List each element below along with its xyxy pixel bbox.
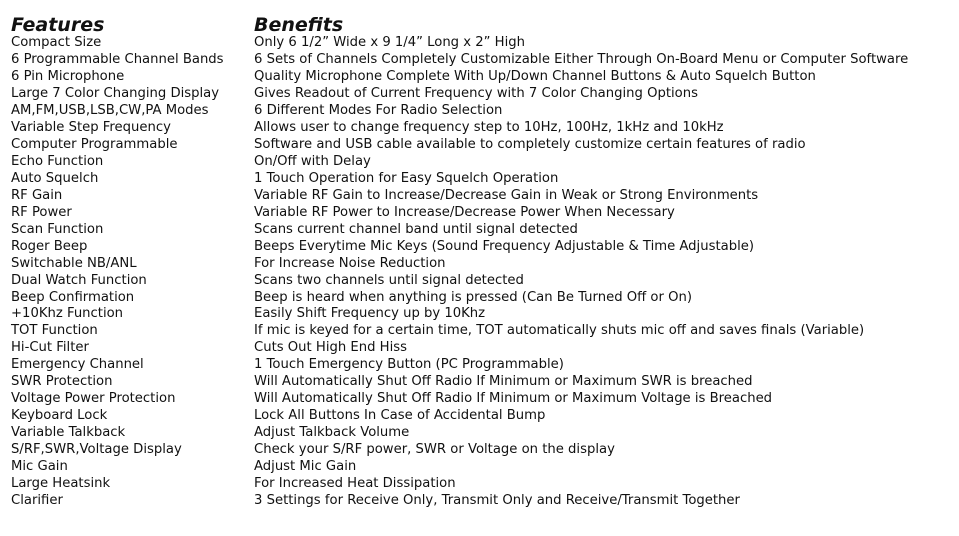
table-row [11,171,959,188]
benefit-cell: Quality Microphone Complete With Up/Down Channel Buttons & Auto Squelch Button [254,69,816,85]
table-row [11,69,959,86]
table-row [11,238,959,255]
benefit-cell: Cuts Out High End Hiss [254,340,407,356]
benefit-cell: Only 6 1/2” Wide x 9 1/4” Long x 2” High [254,35,525,51]
feature-cell: Echo Function [11,154,104,170]
feature-cell: Emergency Channel [11,357,144,373]
feature-cell: Clarifier [11,492,63,508]
table-row [11,458,959,475]
table-row [11,357,959,374]
table-row [11,289,959,306]
feature-cell: S/RF,SWR,Voltage Display [11,441,182,457]
benefit-cell: 1 Touch Emergency Button (PC Programmable) [254,357,564,373]
feature-cell: AM,FM,USB,LSB,CW,PA Modes [11,103,209,119]
feature-cell: Scan Function [11,221,104,237]
feature-cell: Large Heatsink [11,475,111,491]
table-row [11,391,959,408]
feature-cell: 6 Pin Microphone [11,69,125,85]
benefit-cell: 3 Settings for Receive Only, Transmit Only and Receive/Transmit Together [254,492,740,508]
feature-cell: Beep Confirmation [11,289,135,305]
feature-cell: SWR Protection [11,374,113,390]
benefits-heading: Benefits [254,14,344,36]
feature-cell: Mic Gain [11,458,68,474]
table-row [11,204,959,221]
table-row [11,272,959,289]
benefit-cell: Beeps Everytime Mic Keys (Sound Frequency Adjustable & Time Adjustable) [254,238,754,254]
feature-cell: 6 Programmable Channel Bands [11,52,224,68]
benefit-cell: Gives Readout of Current Frequency with 7 Color Changing Options [254,86,698,102]
benefit-cell: Will Automatically Shut Off Radio If Minimum or Maximum SWR is breached [254,374,753,390]
table-row [11,442,959,459]
table-row [11,137,959,154]
table-row [11,86,959,103]
feature-cell: Large 7 Color Changing Display [11,86,220,102]
benefit-cell: Check your S/RF power, SWR or Voltage on the display [254,441,615,457]
benefit-cell: Adjust Mic Gain [254,458,357,474]
benefit-cell: Software and USB cable available to completely customize certain features of radio [254,137,806,153]
table-row [11,492,959,509]
feature-cell: RF Gain [11,187,63,203]
feature-cell: Variable Step Frequency [11,120,171,136]
table-row [11,221,959,238]
table-row [11,408,959,425]
table-row [11,52,959,69]
benefit-cell: Allows user to change frequency step to 10Hz, 100Hz, 1kHz and 10kHz [254,120,724,136]
benefit-cell: On/Off with Delay [254,154,371,170]
table-row [11,187,959,204]
benefit-cell: Variable RF Power to Increase/Decrease Power When Necessary [254,204,675,220]
feature-cell: Hi-Cut Filter [11,340,89,356]
feature-cell: TOT Function [11,323,98,339]
benefit-cell: Beep is heard when anything is pressed (Can Be Turned Off or On) [254,289,692,305]
feature-cell: Voltage Power Protection [11,391,176,407]
feature-cell: Switchable NB/ANL [11,255,137,271]
table-row [11,340,959,357]
feature-cell: Roger Beep [11,238,88,254]
features-benefits-sheet [11,12,959,509]
header-row [11,12,959,35]
table-row [11,154,959,171]
benefit-cell: Lock All Buttons In Case of Accidental Bump [254,408,546,424]
features-heading: Features [11,14,105,36]
benefit-cell: 6 Different Modes For Radio Selection [254,103,503,119]
feature-cell: RF Power [11,204,72,220]
benefit-cell: For Increased Heat Dissipation [254,475,456,491]
benefit-cell: Adjust Talkback Volume [254,425,410,441]
table-row [11,120,959,137]
table-row [11,475,959,492]
table-row [11,306,959,323]
feature-cell: Auto Squelch [11,170,99,186]
benefit-cell: 1 Touch Operation for Easy Squelch Operation [254,170,559,186]
benefit-cell: Scans current channel band until signal detected [254,221,578,237]
feature-cell: +10Khz Function [11,306,124,322]
benefit-cell: Will Automatically Shut Off Radio If Minimum or Maximum Voltage is Breached [254,391,773,407]
table-row [11,35,959,52]
benefit-cell: For Increase Noise Reduction [254,255,446,271]
feature-cell: Compact Size [11,35,102,51]
benefit-cell: Variable RF Gain to Increase/Decrease Gain in Weak or Strong Environments [254,187,759,203]
feature-cell: Keyboard Lock [11,408,108,424]
table-row [11,425,959,442]
feature-cell: Computer Programmable [11,137,178,153]
benefit-cell: Scans two channels until signal detected [254,272,524,288]
table-row [11,255,959,272]
table-row [11,323,959,340]
benefit-cell: 6 Sets of Channels Completely Customizable Either Through On-Board Menu or Computer Software [254,52,909,68]
benefit-cell: If mic is keyed for a certain time, TOT automatically shuts mic off and saves finals (Variable) [254,323,865,339]
table-row [11,374,959,391]
feature-cell: Variable Talkback [11,425,126,441]
feature-list [11,35,959,509]
benefit-cell: Easily Shift Frequency up by 10Khz [254,306,486,322]
table-row [11,103,959,120]
feature-cell: Dual Watch Function [11,272,147,288]
